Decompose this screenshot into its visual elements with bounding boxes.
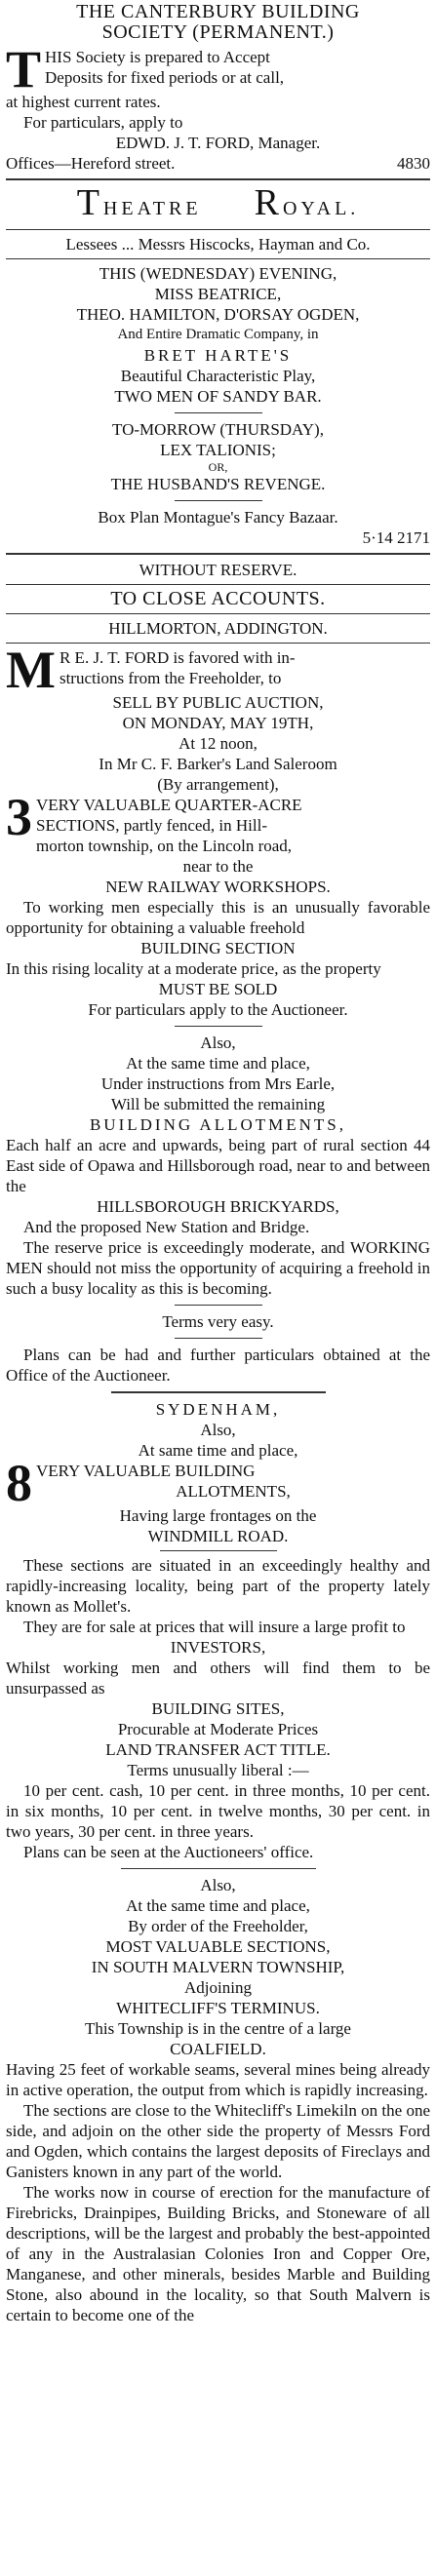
body-line: NEW RAILWAY WORKSHOPS.: [105, 878, 331, 896]
body-line: WHITECLIFF'S TERMINUS.: [116, 1999, 320, 2017]
body-line: Will be submitted the remaining: [110, 1095, 326, 1113]
heading-cap: T: [76, 182, 103, 223]
theatre-heading: [6, 182, 430, 225]
ad-ref: 5·14 2171: [362, 528, 430, 547]
body-line: MUST BE SOLD: [158, 980, 278, 998]
offices-row: [6, 153, 430, 174]
divider: [175, 1026, 262, 1027]
divider: [6, 584, 430, 585]
program-line: LEX TALIONIS;: [160, 441, 276, 459]
program-line: TO-MORROW (THURSDAY),: [112, 420, 324, 439]
body-line: Adjoining: [184, 1978, 252, 1997]
body-line: BUILDING SITES,: [151, 1699, 285, 1718]
body-line: Also,: [200, 1034, 236, 1052]
body-line: at highest current rates.: [6, 93, 161, 111]
apply-line: For particulars, apply to: [23, 113, 183, 132]
auction-heading: HILLMORTON, ADDINGTON.: [108, 619, 328, 638]
paragraph: These sections are situated in an exceedingly healthy and rapidly-increasing locality, being part of the property lately known as Mollet's.: [6, 1556, 430, 1616]
canterbury-ad: [6, 2, 430, 174]
body-line: This Township is in the centre of a large: [85, 2019, 351, 2038]
divider: [175, 1305, 262, 1306]
paragraph: The sections are close to the Whitecliff's Limekiln on the one side, and adjoin on the other side the property of Messrs Ford and Ogden, which contains the largest deposits of Fireclays and Ganisters known in any part of the world.: [6, 2101, 430, 2181]
body-line: LAND TRANSFER ACT TITLE.: [105, 1740, 331, 1759]
allotments-block: [6, 1454, 430, 1512]
body-line: In Mr C. F. Barker's Land Saleroom: [99, 755, 337, 773]
newspaper-page: [0, 2, 436, 2325]
program-line: THE HUSBAND'S REVENGE.: [110, 475, 326, 493]
heading-cap: R: [254, 182, 283, 223]
paragraph: The reserve price is exceedingly moderate, and WORKING MEN should not miss the opportunity of acquiring a freehold in such a busy locality as this is becoming.: [6, 1238, 430, 1298]
paragraph: Having 25 feet of workable seams, several mines being already in active operation, the output from which is rapidly increasing.: [6, 2060, 430, 2099]
divider: [175, 1338, 262, 1339]
paragraph: To working men especially this is an unusually favorable opportunity for obtaining a valuable freehold: [6, 898, 430, 937]
theatre-ad: [6, 182, 430, 548]
divider: [6, 643, 430, 644]
body-line: Procurable at Moderate Prices: [117, 1720, 319, 1738]
body-line: ON MONDAY, MAY 19TH,: [122, 714, 314, 732]
program-line: TWO MEN OF SANDY BAR.: [114, 387, 322, 406]
manager-line: EDWD. J. T. FORD, Manager.: [115, 134, 321, 152]
body-line: Also,: [200, 1421, 236, 1439]
program-line: Beautiful Characteristic Play,: [120, 367, 316, 385]
body-line: COALFIELD.: [170, 2040, 266, 2058]
program-line: BRET HARTE'S: [143, 346, 293, 365]
ad-ref: 4830: [397, 154, 430, 173]
heading-word: OYAL.: [282, 198, 360, 219]
paragraph: The works now in course of erection for the manufacture of Firebricks, Drainpipes, Building Bricks, and Stoneware of all descriptions, will be the largest and probably the best-appointed of any in the Australasian Colonies Iron and Copper Ore, Manganese, and other minerals, besides Marble and Building Stone, also abound in the locality, so that South Malvern is certain to become one of the: [6, 2183, 430, 2324]
paragraph: They are for sale at prices that will insure a large profit to: [23, 1618, 406, 1636]
program-line: And Entire Dramatic Company, in: [117, 327, 319, 342]
body-line: At same time and place,: [138, 1441, 298, 1460]
program-line: OR,: [208, 460, 228, 474]
sections-block: [6, 788, 430, 856]
divider: [6, 258, 430, 259]
section-heading: SYDENHAM,: [155, 1400, 281, 1419]
divider: [6, 178, 430, 180]
divider: [6, 613, 430, 614]
body-line: Deposits for fixed periods or at call,: [45, 68, 285, 87]
ad-body: [6, 40, 430, 112]
body-line: ALLOTMENTS,: [176, 1482, 291, 1501]
paragraph: And the proposed New Station and Bridge.: [23, 1218, 310, 1236]
auction-heading: WITHOUT RESERVE.: [139, 561, 297, 579]
auction-intro: [6, 641, 430, 699]
body-line: BUILDING SECTION: [140, 939, 296, 957]
program-line: Box Plan Montague's Fancy Bazaar.: [98, 508, 338, 527]
body-line: R E. J. T. FORD is favored with in-: [59, 648, 296, 667]
paragraph: Plans can be had and further particulars obtained at the Office of the Auctioneer.: [6, 1346, 430, 1385]
divider: [175, 500, 262, 501]
paragraph: Each half an acre and upwards, being part of rural section 44 East side of Opawa and Hillsborough road, near to and between the: [6, 1136, 430, 1195]
paragraph: In this rising locality at a moderate price, as the property: [6, 959, 381, 978]
body-line: At 12 noon,: [178, 734, 258, 753]
drop-cap: T: [6, 40, 42, 98]
ad-title: THE CANTERBURY BUILDING: [76, 1, 360, 22]
body-line: INVESTORS,: [170, 1638, 266, 1657]
divider: [121, 1868, 316, 1869]
body-line: WINDMILL ROAD.: [147, 1527, 289, 1545]
body-line: near to the: [182, 857, 254, 876]
body-line: At the same time and place,: [126, 1054, 310, 1073]
divider: [175, 412, 262, 413]
divider: [160, 1550, 277, 1551]
body-line: HILLSBOROUGH BRICKYARDS,: [97, 1197, 339, 1216]
paragraph: 10 per cent. cash, 10 per cent. in three months, 10 per cent. in six months, 10 per cent. in twelve months, 30 per cent. in two years, 30 per cent. in three years.: [6, 1781, 430, 1841]
body-line: Under instructions from Mrs Earle,: [100, 1074, 336, 1093]
body-line: By order of the Freeholder,: [128, 1917, 308, 1935]
body-line: Terms unusually liberal :—: [127, 1761, 309, 1779]
body-line: MOST VALUABLE SECTIONS,: [105, 1937, 331, 1956]
body-line: structions from the Freeholder, to: [59, 669, 282, 687]
program-line: MISS BEATRICE,: [154, 285, 282, 303]
body-line: VERY VALUABLE QUARTER-ACRE: [36, 796, 302, 814]
body-line: SELL BY PUBLIC AUCTION,: [112, 693, 324, 712]
auction-ad: [6, 560, 430, 1386]
ad-subtitle: SOCIETY (PERMANENT.): [101, 21, 335, 43]
program-line: THIS (WEDNESDAY) EVENING,: [99, 264, 337, 283]
body-line: SECTIONS, partly fenced, in Hill-: [36, 816, 268, 835]
body-line: At the same time and place,: [126, 1896, 310, 1915]
heading-word: HEATRE: [102, 198, 202, 219]
malvern-ad: [6, 1875, 430, 2325]
body-line: VERY VALUABLE BUILDING: [36, 1462, 256, 1480]
body-line: For particulars apply to the Auctioneer.: [88, 1000, 348, 1019]
drop-cap: 3: [6, 788, 32, 846]
auction-heading: TO CLOSE ACCOUNTS.: [110, 588, 326, 609]
sydenham-ad: [6, 1399, 430, 1862]
lessees-line: Lessees ... Messrs Hiscocks, Hayman and Co.: [65, 235, 371, 254]
body-line: Also,: [200, 1876, 236, 1894]
offices-text: Offices—Hereford street.: [6, 154, 176, 173]
paragraph: Whilst working men and others will find them to be unsurpassed as: [6, 1659, 430, 1698]
body-line: (By arrangement),: [157, 775, 279, 794]
body-line: Terms very easy.: [162, 1312, 274, 1331]
body-line: Having large frontages on the: [119, 1506, 317, 1525]
divider: [6, 229, 430, 230]
body-line: IN SOUTH MALVERN TOWNSHIP,: [91, 1958, 345, 1976]
drop-cap: M: [6, 641, 56, 699]
body-line: HIS Society is prepared to Accept: [45, 48, 270, 66]
drop-cap: 8: [6, 1454, 32, 1512]
divider: [111, 1391, 326, 1393]
body-line: morton township, on the Lincoln road,: [36, 837, 293, 855]
divider: [6, 553, 430, 555]
program-line: THEO. HAMILTON, D'ORSAY OGDEN,: [76, 305, 360, 324]
paragraph: Plans can be seen at the Auctioneers' office.: [23, 1843, 314, 1861]
body-line: BUILDING ALLOTMENTS,: [89, 1115, 347, 1134]
